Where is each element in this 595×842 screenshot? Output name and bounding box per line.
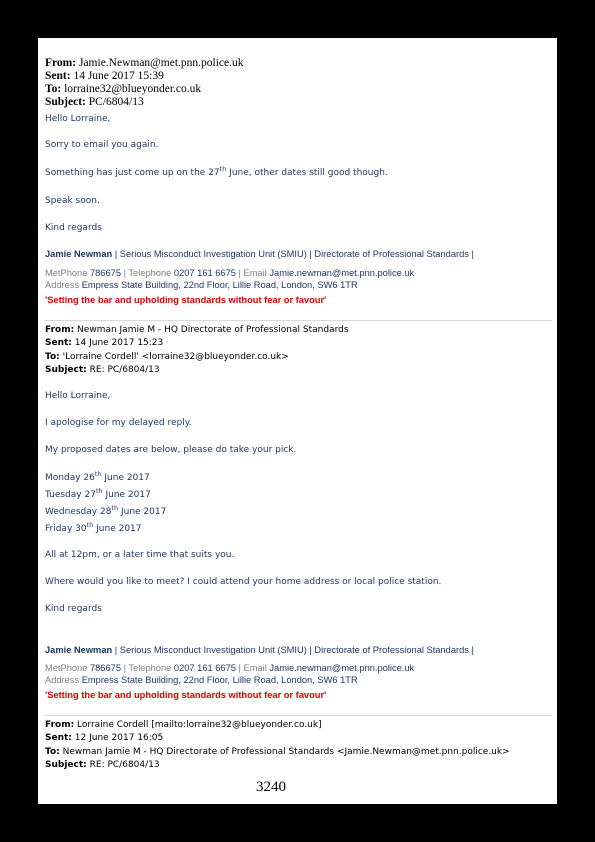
email2-from: From: Newman Jamie M - HQ Directorate of Professional Standards (45, 325, 349, 335)
signature2-motto: 'Setting the bar and upholding standards without fear or favour' (45, 690, 327, 700)
email1-greeting: Hello Lorraine, (45, 114, 111, 124)
email1-line2: Something has just come up on the 27th June, other dates still good though. (45, 165, 388, 178)
email3-sent: Sent: 12 June 2017 16:05 (45, 733, 164, 743)
email1-line3: Speak soon. (45, 196, 100, 206)
email2-line3: All at 12pm, or a later time that suits you. (45, 550, 235, 560)
divider (44, 715, 552, 716)
email2-line1: I apologise for my delayed reply. (45, 418, 192, 428)
email2-date-list-item: Tuesday 27th June 2017 (45, 487, 151, 500)
email1-subject: Subject: PC/6804/13 (45, 96, 144, 108)
email1-to: To: lorraine32@blueyonder.co.uk (45, 83, 202, 95)
email1-line1: Sorry to email you again. (45, 140, 159, 150)
email2-to: To: 'Lorraine Cordell' <lorraine32@blueyonder.co.uk> (45, 352, 289, 362)
email2-date-list-item: Friday 30th June 2017 (45, 521, 142, 534)
email2-sent: Sent: 14 June 2017 15:23 (45, 338, 164, 348)
signature1-address-line: Address Empress State Building, 22nd Floor, Lillie Road, London, SW6 1TR (45, 280, 358, 290)
email3-from: From: Lorraine Cordell [mailto:lorraine32@blueyonder.co.uk] (45, 720, 322, 730)
document-page (38, 38, 557, 804)
signature1-motto: 'Setting the bar and upholding standards without fear or favour' (45, 295, 327, 305)
signature2-contact-line: MetPhone 786675 | Telephone 0207 161 6675 | Email Jamie.newman@met.pnn.police.uk (45, 663, 415, 673)
email2-date-list-item: Wednesday 28th June 2017 (45, 504, 167, 517)
email3-subject: Subject: RE: PC/6804/13 (45, 760, 160, 770)
email2-closing: Kind regards (45, 604, 102, 614)
divider (44, 320, 552, 321)
page-number: 3240 (256, 779, 286, 795)
email3-to: To: Newman Jamie M - HQ Directorate of Professional Standards <Jamie.Newman@met.pnn.police.uk> (45, 747, 510, 757)
email1-closing: Kind regards (45, 223, 102, 233)
signature2-name-line: Jamie Newman | Serious Misconduct Investigation Unit (SMIU) | Directorate of Professional Standards | (45, 645, 474, 655)
signature1-name-line: Jamie Newman | Serious Misconduct Investigation Unit (SMIU) | Directorate of Professional Standards | (45, 249, 474, 259)
email1-from: From: Jamie.Newman@met.pnn.police.uk (45, 57, 244, 69)
signature2-address-line: Address Empress State Building, 22nd Floor, Lillie Road, London, SW6 1TR (45, 675, 358, 685)
email2-subject: Subject: RE: PC/6804/13 (45, 365, 160, 375)
email2-greeting: Hello Lorraine, (45, 391, 111, 401)
email2-date-list-item: Monday 26th June 2017 (45, 470, 150, 483)
email2-line4: Where would you like to meet? I could attend your home address or local police station. (45, 577, 442, 587)
signature1-contact-line: MetPhone 786675 | Telephone 0207 161 6675 | Email Jamie.newman@met.pnn.police.uk (45, 268, 415, 278)
email2-line2: My proposed dates are below, please do take your pick. (45, 445, 297, 455)
email1-sent: Sent: 14 June 2017 15:39 (45, 70, 164, 82)
